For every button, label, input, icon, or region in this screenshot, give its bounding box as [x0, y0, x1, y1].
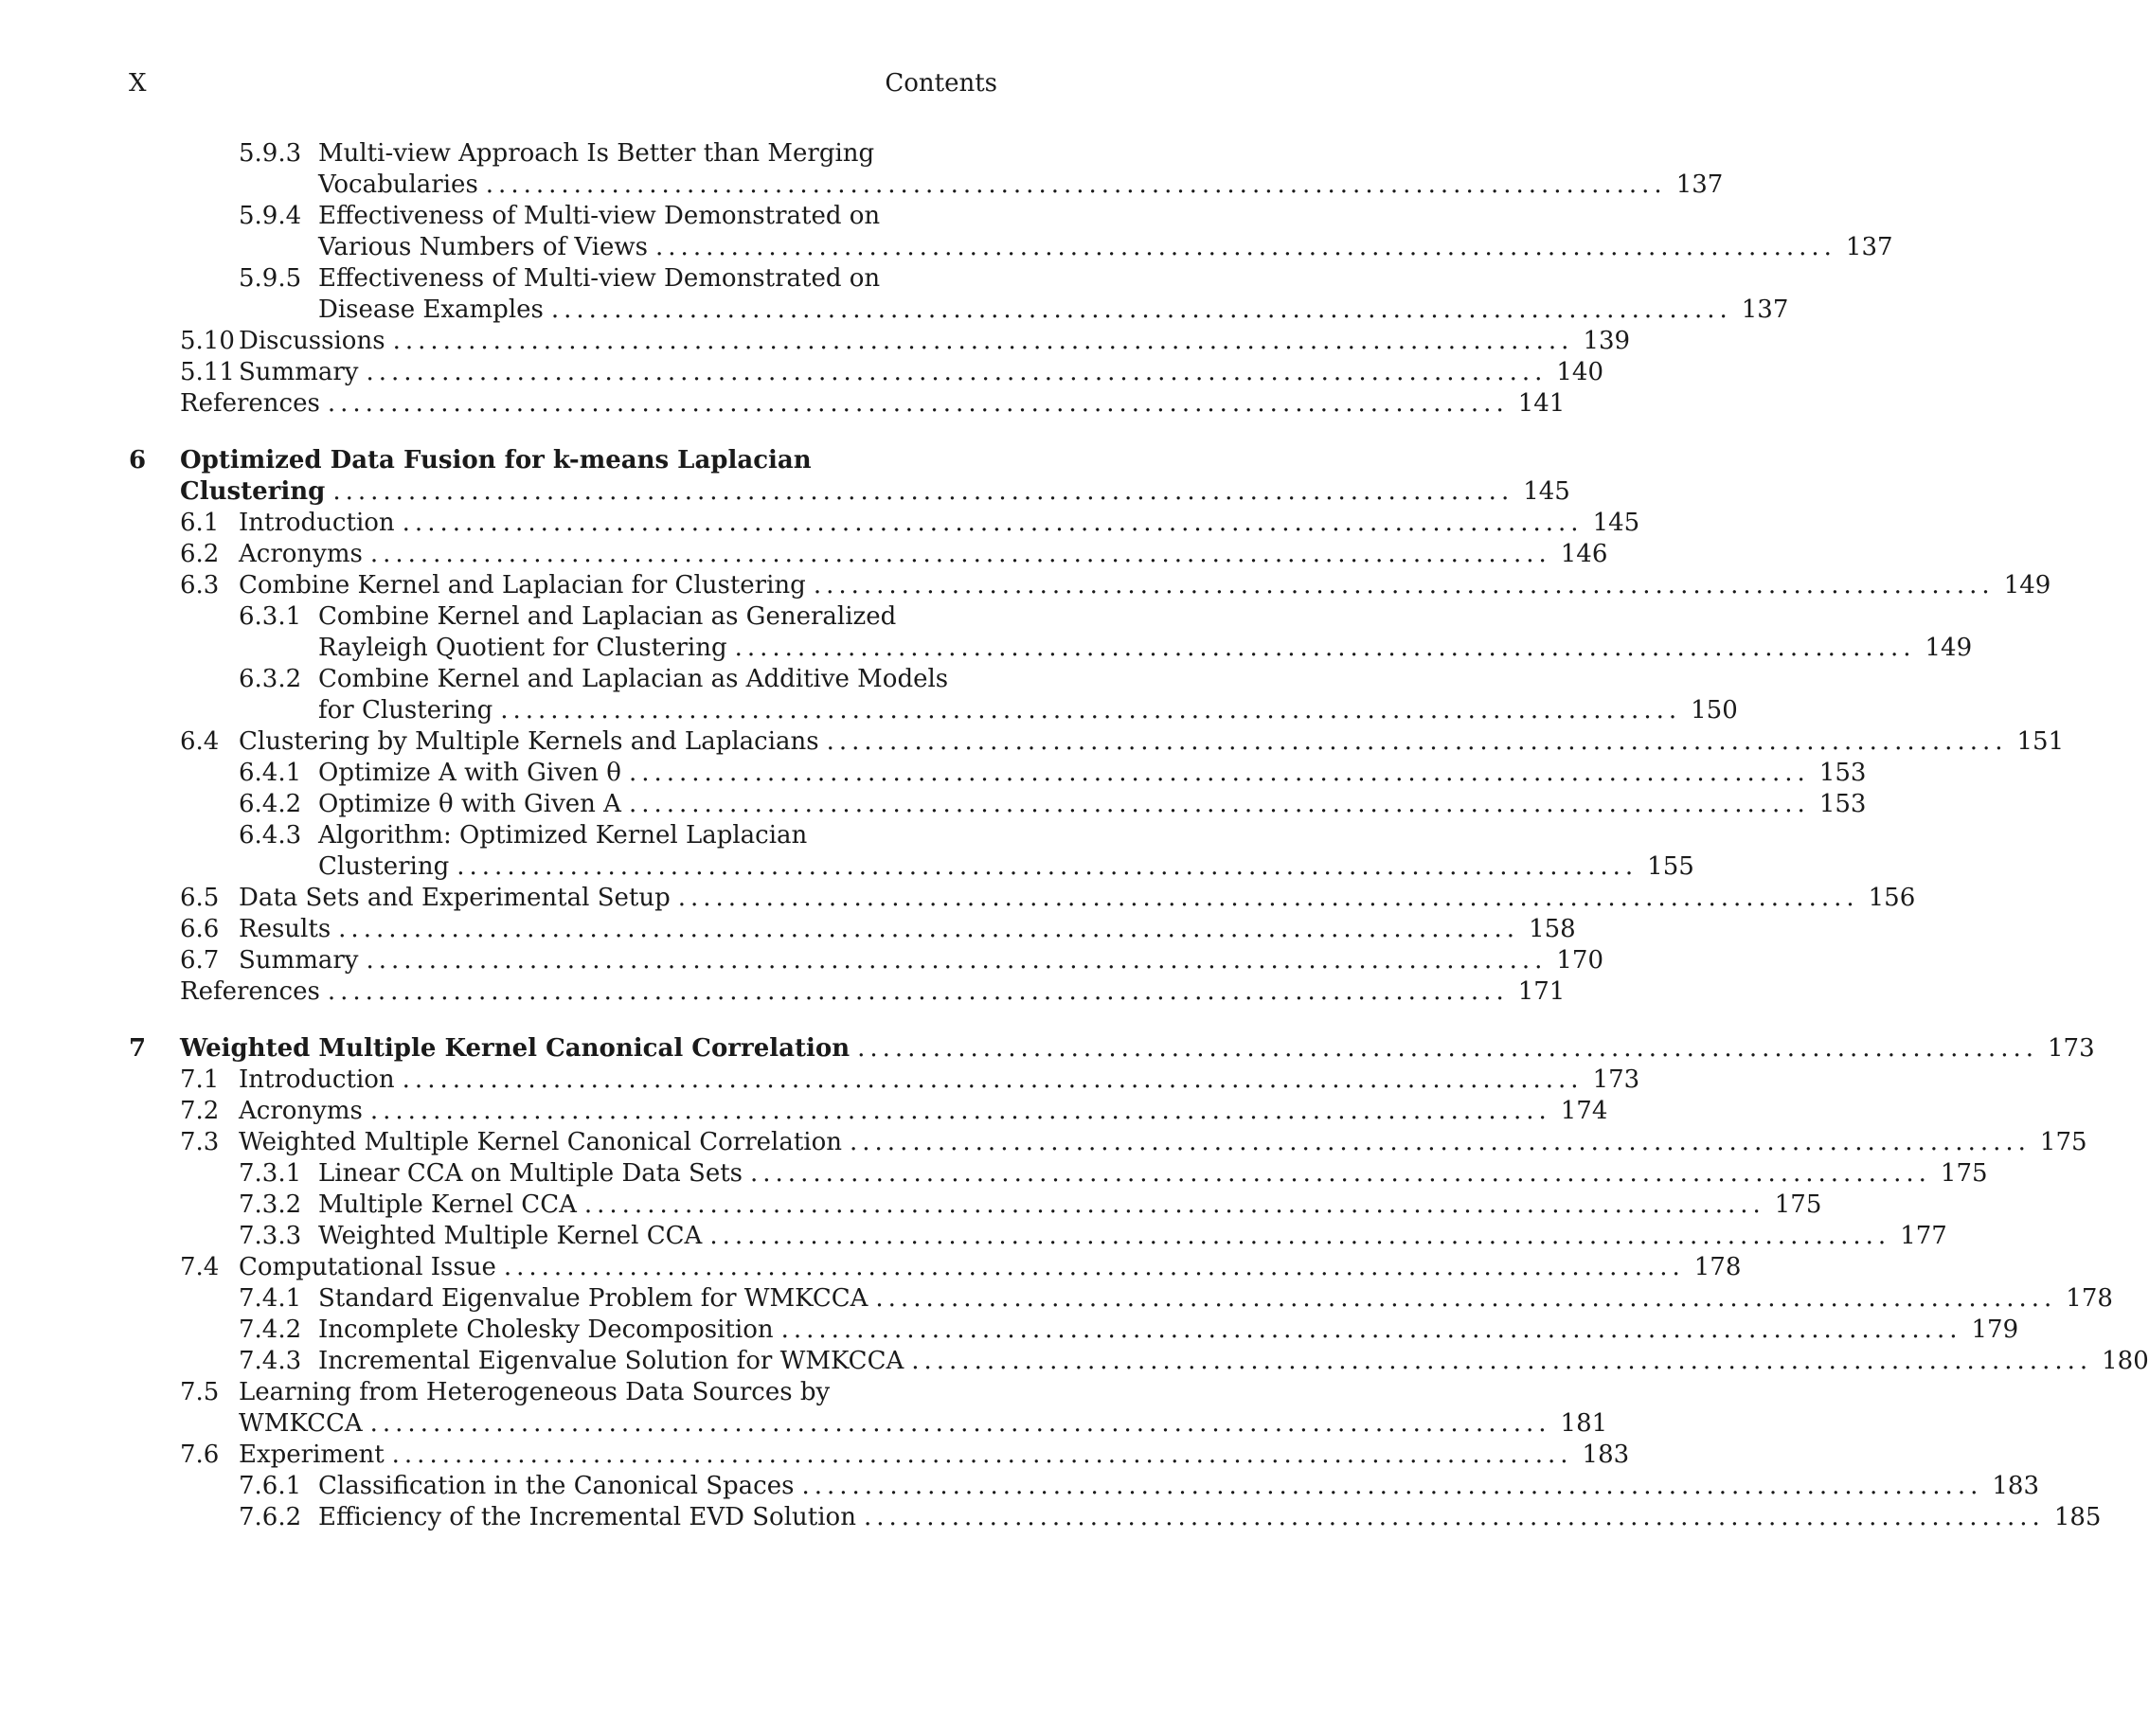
entry-title: Multi-view Approach Is Better than Merging [318, 139, 875, 168]
entry-page: 141 [1517, 389, 1566, 418]
entry-page: 178 [1693, 1253, 1742, 1281]
entry-page: 137 [1845, 233, 1893, 261]
dot-leader: .............................................................................................. [369, 540, 1551, 568]
toc-entry [0, 388, 1566, 420]
dot-leader: .............................................................................................. [826, 727, 2008, 756]
entry-page: 174 [1560, 1097, 1608, 1125]
entry-page: 173 [1592, 1065, 1640, 1094]
entry-number: 6.1 [180, 509, 220, 537]
entry-number: 7.1 [180, 1065, 220, 1094]
entry-number: 6.4.1 [239, 759, 302, 787]
entry-number: 6.7 [180, 946, 220, 975]
dot-leader: .............................................................................................. [655, 233, 1836, 261]
dot-leader: .............................................................................................. [801, 1472, 1983, 1500]
entry-number: 6.2 [180, 540, 220, 568]
toc-entry [0, 820, 1130, 851]
toc-entry [0, 664, 1130, 695]
entry-number: 6.3.1 [239, 602, 302, 631]
entry-title: Computational Issue [239, 1253, 496, 1281]
entry-title: Introduction [239, 509, 395, 537]
toc-chapter-entry [0, 1033, 2095, 1065]
entry-number: 5.11 [180, 358, 235, 386]
dot-leader: .............................................................................................. [366, 358, 1548, 386]
entry-page: 180 [2102, 1347, 2149, 1375]
entry-title: Combine Kernel and Laplacian as Generalized [318, 602, 897, 631]
entry-number: 7.3 [180, 1128, 220, 1156]
entry-page: 185 [2053, 1503, 2102, 1531]
dot-leader: .............................................................................................. [369, 1097, 1551, 1125]
entry-number: 7.6 [180, 1441, 220, 1469]
toc-entry [0, 1377, 1130, 1408]
entry-number: 6.6 [180, 915, 220, 943]
toc-entry [0, 263, 1130, 295]
entry-title: Combine Kernel and Laplacian as Additive Models [318, 665, 949, 693]
entry-title: for Clustering [318, 696, 493, 725]
dot-leader: .............................................................................................. [392, 327, 1574, 355]
entry-number: 7.3.2 [239, 1190, 302, 1219]
toc-entry [0, 883, 1916, 914]
dot-leader: .............................................................................................. [485, 170, 1667, 199]
entry-number: 7.3.3 [239, 1222, 302, 1250]
entry-title: Clustering [318, 852, 450, 881]
dot-leader: .............................................................................................. [327, 389, 1509, 418]
toc-entry [0, 914, 1576, 945]
entry-number: 7.5 [180, 1378, 220, 1406]
dot-leader: .............................................................................................. [911, 1347, 2093, 1375]
entry-page: 140 [1556, 358, 1604, 386]
entry-number: 7.4.1 [239, 1284, 302, 1313]
dot-leader: .............................................................................................. [402, 1065, 1584, 1094]
entry-number: 7.4.3 [239, 1347, 302, 1375]
toc-entry [0, 570, 2051, 601]
toc-entry [0, 1252, 1742, 1283]
entry-page: 175 [2039, 1128, 2087, 1156]
entry-title: Summary [239, 358, 359, 386]
entry-page: 175 [1774, 1190, 1822, 1219]
toc-entry [0, 1315, 2019, 1346]
toc-entry [0, 695, 1738, 726]
running-title: Contents [885, 69, 997, 98]
toc-chapter-entry [0, 476, 1570, 508]
entry-title: Incomplete Cholesky Decomposition [318, 1315, 774, 1344]
entry-title: Optimize A with Given θ [318, 759, 621, 787]
entry-page: 149 [2003, 571, 2051, 600]
dot-leader: .............................................................................................. [857, 1034, 2038, 1063]
entry-title: Algorithm: Optimized Kernel Laplacian [318, 821, 808, 850]
dot-leader: .............................................................................................. [813, 571, 1995, 600]
entry-page: 150 [1691, 696, 1738, 725]
toc-entry [0, 851, 1694, 883]
entry-title: Discussions [239, 327, 385, 355]
toc-entry [0, 789, 1867, 820]
entry-page: 137 [1675, 170, 1724, 199]
dot-leader: .............................................................................................. [677, 884, 1859, 912]
dot-leader: .............................................................................................. [734, 634, 1916, 662]
entry-page: 145 [1592, 509, 1640, 537]
entry-number: 6.4 [180, 727, 220, 756]
entry-page: 155 [1647, 852, 1694, 881]
page-number: X [129, 69, 147, 98]
chapter-title: Weighted Multiple Kernel Canonical Correlation [180, 1034, 851, 1063]
toc-entry [0, 295, 1789, 326]
entry-title: Summary [239, 946, 359, 975]
toc-entry [0, 1065, 1640, 1096]
entry-title: Introduction [239, 1065, 395, 1094]
entry-page: 178 [2066, 1284, 2113, 1313]
dot-leader: .............................................................................................. [332, 477, 1514, 506]
entry-title: Learning from Heterogeneous Data Sources by [239, 1378, 831, 1406]
toc-entry [0, 1440, 1630, 1471]
entry-title: Optimize θ with Given A [318, 790, 621, 818]
entry-title: Multiple Kernel CCA [318, 1190, 577, 1219]
entry-title: Acronyms [239, 540, 363, 568]
dot-leader: .............................................................................................. [500, 696, 1682, 725]
toc-entry [0, 1471, 2039, 1502]
dot-leader: .............................................................................................. [863, 1503, 2045, 1531]
entry-page: 151 [2016, 727, 2065, 756]
entry-page: 153 [1818, 790, 1867, 818]
toc-entry [0, 539, 1608, 570]
dot-leader: .............................................................................................. [366, 946, 1548, 975]
entry-page: 149 [1925, 634, 1973, 662]
dot-leader: .............................................................................................. [391, 1441, 1573, 1469]
dot-leader: .............................................................................................. [550, 295, 1732, 324]
entry-number: 6.5 [180, 884, 220, 912]
entry-title: Efficiency of the Incremental EVD Solution [318, 1503, 856, 1531]
entry-number: 5.9.3 [239, 139, 302, 168]
entry-title: Clustering by Multiple Kernels and Laplacians [239, 727, 819, 756]
toc-entry [0, 1096, 1608, 1127]
toc-entry [0, 232, 1893, 263]
dot-leader: .............................................................................................. [327, 977, 1509, 1006]
entry-number: 5.9.4 [239, 202, 302, 230]
entry-page: 145 [1523, 477, 1570, 506]
entry-page: 146 [1560, 540, 1608, 568]
toc-chapter-entry [0, 445, 1130, 476]
entry-title: References [180, 977, 320, 1006]
dot-leader: .............................................................................................. [875, 1284, 2057, 1313]
toc-entry [0, 1221, 1947, 1252]
toc-entry [0, 726, 2065, 758]
entry-number: 7.4 [180, 1253, 220, 1281]
entry-number: 6.3 [180, 571, 220, 600]
chapter-title: Optimized Data Fusion for k-means Laplacian [180, 446, 812, 474]
entry-title: WMKCCA [239, 1409, 363, 1438]
entry-number: 7.6.1 [239, 1472, 302, 1500]
dot-leader: .............................................................................................. [503, 1253, 1685, 1281]
entry-page: 137 [1741, 295, 1789, 324]
entry-title: Standard Eigenvalue Problem for WMKCCA [318, 1284, 869, 1313]
entry-title: Results [239, 915, 331, 943]
entry-page: 139 [1583, 327, 1631, 355]
toc-entry [0, 758, 1867, 789]
entry-title: Experiment [239, 1441, 385, 1469]
entry-page: 177 [1900, 1222, 1947, 1250]
entry-page: 158 [1529, 915, 1576, 943]
toc-entry [0, 138, 1130, 170]
entry-page: 183 [1992, 1472, 2039, 1500]
entry-number: 6.3.2 [239, 665, 302, 693]
entry-number: 7.2 [180, 1097, 220, 1125]
dot-leader: .............................................................................................. [369, 1409, 1551, 1438]
entry-title: Classification in the Canonical Spaces [318, 1472, 795, 1500]
entry-title: Effectiveness of Multi-view Demonstrated on [318, 264, 881, 293]
toc-entry [0, 945, 1604, 976]
entry-title: Vocabularies [318, 170, 478, 199]
entry-number: 6.4.3 [239, 821, 302, 850]
entry-title: Linear CCA on Multiple Data Sets [318, 1159, 743, 1188]
toc-entry [0, 1283, 2113, 1315]
toc-entry [0, 326, 1631, 357]
chapter-number: 6 [129, 446, 147, 474]
entry-page: 183 [1582, 1441, 1630, 1469]
dot-leader: .............................................................................................. [780, 1315, 1962, 1344]
entry-page: 171 [1517, 977, 1566, 1006]
entry-number: 7.6.2 [239, 1503, 302, 1531]
entry-number: 5.9.5 [239, 264, 302, 293]
toc-entry [0, 357, 1604, 388]
entry-page: 181 [1560, 1409, 1608, 1438]
dot-leader: .............................................................................................. [750, 1159, 1931, 1188]
entry-title: Effectiveness of Multi-view Demonstrated on [318, 202, 881, 230]
toc-entry [0, 1502, 2102, 1533]
entry-title: Rayleigh Quotient for Clustering [318, 634, 727, 662]
dot-leader: .............................................................................................. [583, 1190, 1765, 1219]
toc-entry [0, 1127, 2087, 1158]
toc-entry [0, 976, 1566, 1008]
chapter-title: Clustering [180, 477, 326, 506]
entry-page: 179 [1971, 1315, 2019, 1344]
entry-page: 173 [2048, 1034, 2095, 1063]
toc-entry [0, 1158, 1988, 1190]
entry-title: Combine Kernel and Laplacian for Clustering [239, 571, 806, 600]
toc-entry [0, 1190, 1822, 1221]
entry-title: Weighted Multiple Kernel Canonical Correlation [239, 1128, 843, 1156]
dot-leader: .............................................................................................. [850, 1128, 2031, 1156]
entry-title: Incremental Eigenvalue Solution for WMKCCA [318, 1347, 904, 1375]
toc-entry [0, 1346, 2149, 1377]
entry-number: 7.4.2 [239, 1315, 302, 1344]
dot-leader: .............................................................................................. [338, 915, 1520, 943]
toc-entry [0, 1408, 1608, 1440]
entry-page: 175 [1940, 1159, 1988, 1188]
chapter-number: 7 [129, 1034, 147, 1063]
entry-title: Weighted Multiple Kernel CCA [318, 1222, 703, 1250]
toc-entry [0, 601, 1130, 633]
dot-leader: .............................................................................................. [709, 1222, 1891, 1250]
dot-leader: .............................................................................................. [628, 759, 1810, 787]
entry-title: Various Numbers of Views [318, 233, 649, 261]
dot-leader: .............................................................................................. [402, 509, 1584, 537]
entry-number: 6.4.2 [239, 790, 302, 818]
entry-title: References [180, 389, 320, 418]
toc-entry [0, 201, 1130, 232]
entry-title: Disease Examples [318, 295, 544, 324]
dot-leader: .............................................................................................. [457, 852, 1639, 881]
entry-title: Data Sets and Experimental Setup [239, 884, 671, 912]
dot-leader: .............................................................................................. [628, 790, 1810, 818]
toc-entry [0, 170, 1724, 201]
entry-page: 156 [1868, 884, 1916, 912]
entry-page: 153 [1818, 759, 1867, 787]
entry-number: 7.3.1 [239, 1159, 302, 1188]
toc-entry [0, 633, 1973, 664]
entry-number: 5.10 [180, 327, 235, 355]
entry-title: Acronyms [239, 1097, 363, 1125]
entry-page: 170 [1556, 946, 1604, 975]
toc-entry [0, 508, 1640, 539]
